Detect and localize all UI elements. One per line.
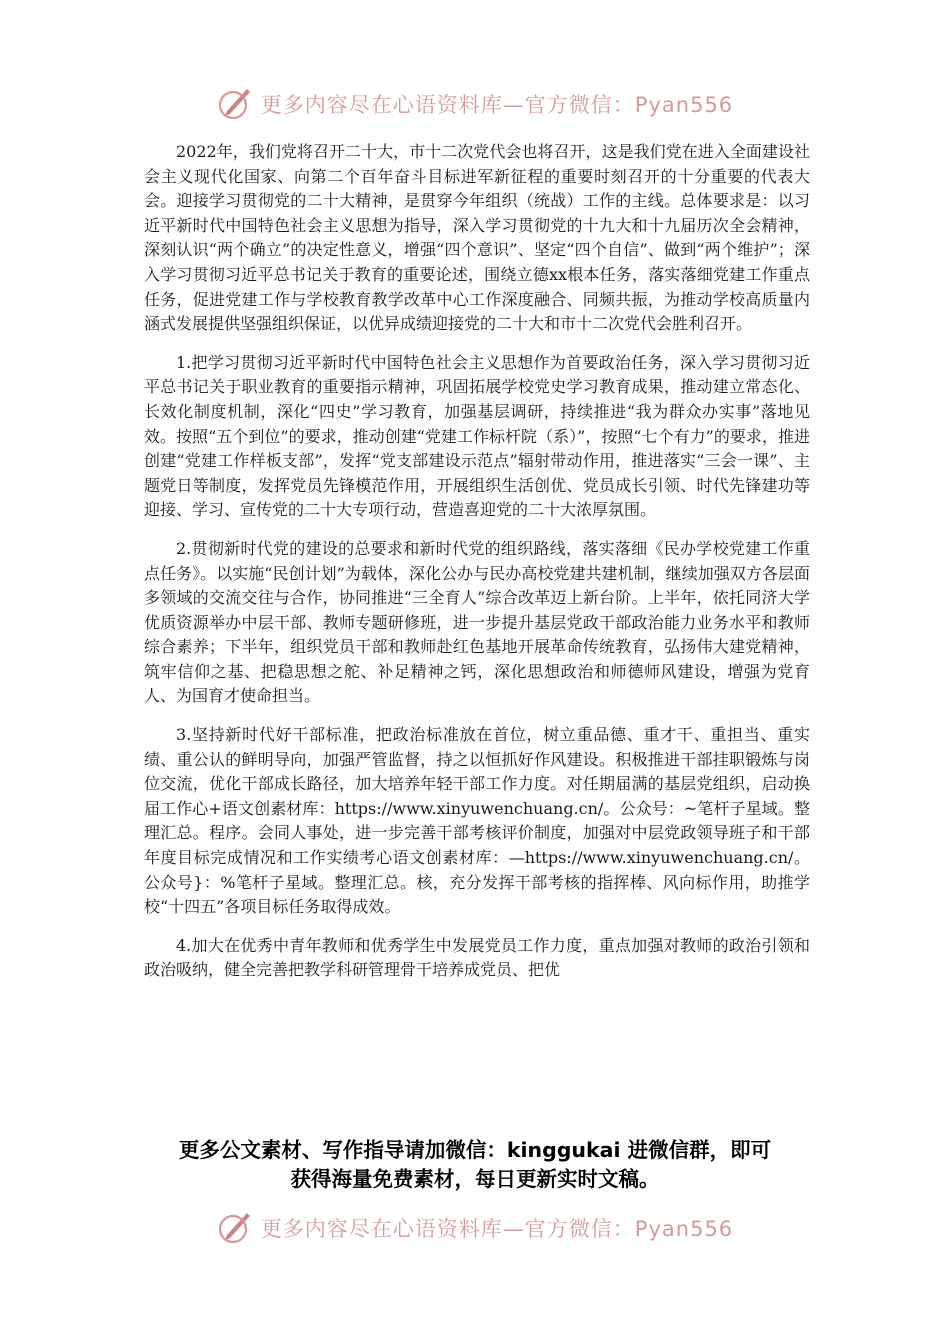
watermark-header xyxy=(0,82,950,126)
watermark-text: 更多内容尽在心语资料库—官方微信：Pyan556 xyxy=(260,93,734,117)
item-4-paragraph: 4.加大在优秀中青年教师和优秀学生中发展党员工作力度，重点加强对教师的政治引领和政治吸纳，健全完善把教学科研管理骨干培养成党员、把优 xyxy=(144,935,810,980)
watermark-text: 更多内容尽在心语资料库—官方微信：Pyan556 xyxy=(260,1217,734,1241)
quill-logo-icon xyxy=(217,86,253,122)
watermark-footer xyxy=(0,1206,950,1250)
item-1-paragraph: 1.把学习贯彻习近平新时代中国特色社会主义思想作为首要政治任务，深入学习贯彻习近平总书记关于职业教育的重要指示精神，巩固拓展学校党史学习教育成果，推动建立常态化、长效化制度机制，深化“四史”学习教育，加强基层调研，持续推进“我为群众办实事”落地见效。按照“五个到位”的要求，推动创建“党建工作标杆院（系）”，按照“七个有力”的要求，推进创建“党建工作样板支部”，发挥“党支部建设示范点”辐射带动作用，推进落实“三会一课”、主题党日等制度，发挥党员先锋模范作用，开展组织生活创优、党员成长引领、时代先锋建功等迎接、学习、宣传党的二十大专项行动，营造喜迎党的二十大浓厚氛围。 xyxy=(144,352,810,520)
quill-logo-icon xyxy=(217,1210,253,1246)
promo-line-1: 更多公文素材、写作指导请加微信：kinggukai 进微信群，即可 xyxy=(178,1138,772,1162)
promo-banner xyxy=(120,1136,830,1194)
item-2-paragraph: 2.贯彻新时代党的建设的总要求和新时代党的组织路线，落实落细《民办学校党建工作重点任务》。以实施“民创计划”为载体，深化公办与民办高校党建共建机制，继续加强双方各层面多领域的交流交往与合作，协同推进“三全育人”综合改革迈上新台阶。上半年，依托同济大学优质资源举办中层干部、教师专题研修班，进一步提升基层党政干部政治能力业务水平和教师综合素养；下半年，组织党员干部和教师赴红色基地开展革命传统教育，弘扬伟大建党精神，筑牢信仰之基、把稳思想之舵、补足精神之钙，深化思想政治和师德师风建设，增强为党育人、为国育才使命担当。 xyxy=(144,538,810,706)
item-3-paragraph: 3.坚持新时代好干部标准，把政治标准放在首位，树立重品德、重才干、重担当、重实绩、重公认的鲜明导向，加强严管监督，持之以恒抓好作风建设。积极推进干部挂职锻炼与岗位交流，优化干部成长路径，加大培养年轻干部工作力度。对任期届满的基层党组织，启动换届工作心+语文创素材库：https://www.xinyuwenchuang.cn/。公众号：~笔杆子星域。整理汇总。程序。会同人事处，进一步完善干部考核评价制度，加强对中层党政领导班子和干部年度目标完成情况和工作实绩考心语文创素材库：—https://www.xinyuwenchuang.cn/。公众号}：%笔杆子星域。整理汇总。核，充分发挥干部考核的指挥棒、风向标作用，助推学校“十四五”各项目标任务取得成效。 xyxy=(144,725,810,917)
promo-line-2: 获得海量免费素材，每日更新实时文稿。 xyxy=(290,1167,660,1191)
document-body xyxy=(144,140,810,983)
intro-paragraph: 2022年，我们党将召开二十大，市十二次党代会也将召开，这是我们党在进入全面建设社会主义现代化国家、向第二个百年奋斗目标进军新征程的重要时刻召开的十分重要的代表大会。迎接学习贯彻党的二十大精神，是贯穿今年组织（统战）工作的主线。总体要求是：以习近平新时代中国特色社会主义思想为指导，深入学习贯彻党的十九大和十九届历次全会精神，深刻认识“两个确立”的决定性意义，增强“四个意识”、坚定“四个自信”、做到“两个维护”；深入学习贯彻习近平总书记关于教育的重要论述，围绕立德xx根本任务，落实落细党建工作重点任务，促进党建工作与学校教育教学改革中心工作深度融合、同频共振，为推动学校高质量内涵式发展提供坚强组织保证，以优异成绩迎接党的二十大和市十二次党代会胜利召开。 xyxy=(144,142,810,334)
